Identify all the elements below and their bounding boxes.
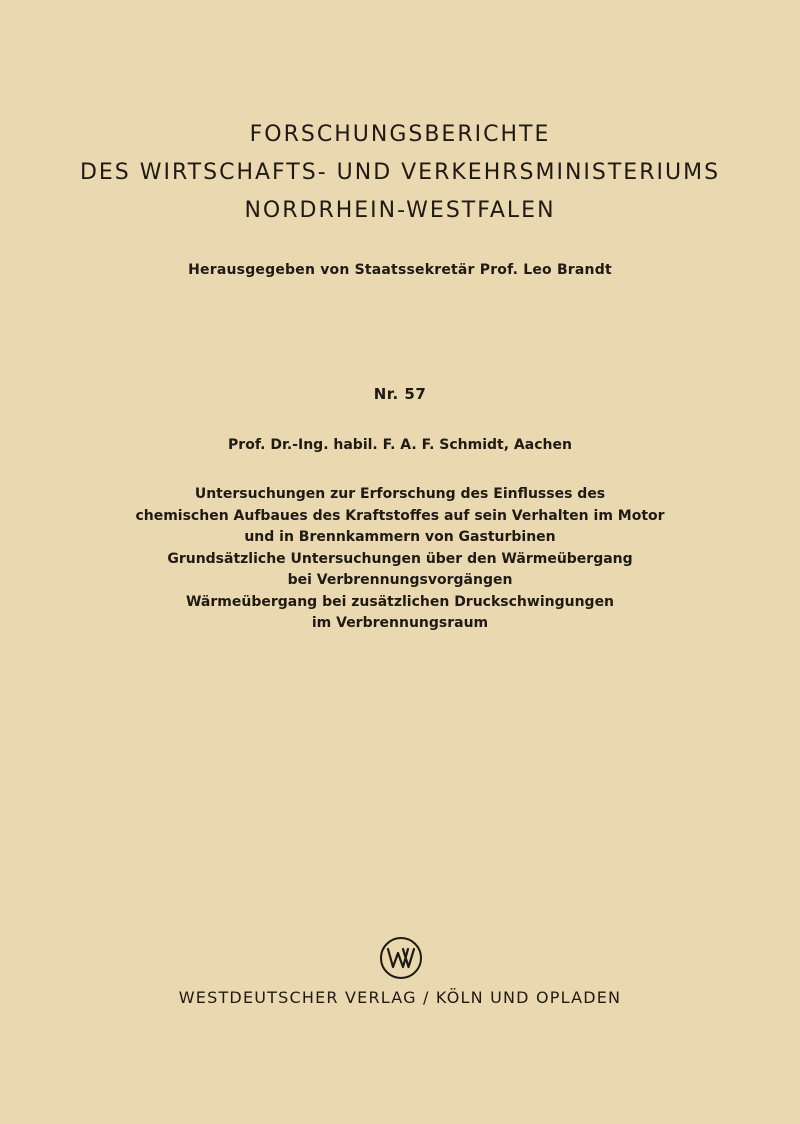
title-line: chemischen Aufbaues des Kraftstoffes auf sein Verhalten im Motor (135, 507, 665, 524)
title-line: Untersuchungen zur Erforschung des Einflusses des (194, 486, 606, 502)
title-line: und in Brennkammern von Gasturbinen (244, 529, 556, 545)
series-title-line-2: DES WIRTSCHAFTS- UND VERKEHRSMINISTERIUMS (79, 160, 721, 185)
work-titles (0, 484, 800, 635)
series-title-line-1: FORSCHUNGSBERICHTE (249, 122, 551, 147)
author-line: Prof. Dr.-Ing. habil. F. A. F. Schmidt, Aachen (228, 437, 572, 453)
series-title (0, 116, 800, 230)
title-line: im Verbrennungsraum (311, 615, 489, 631)
publisher-logo-icon (379, 936, 423, 980)
publisher-line: WESTDEUTSCHER VERLAG / KÖLN UND OPLADEN (178, 988, 622, 1007)
title-line: bei Verbrennungsvorgängen (287, 572, 513, 588)
volume-number: Nr. 57 (373, 385, 427, 403)
editor-line: Herausgegeben von Staatssekretär Prof. Leo Brandt (188, 262, 612, 278)
series-title-line-3: NORDRHEIN-WESTFALEN (244, 198, 556, 223)
title-line: Wärmeübergang bei zusätzlichen Druckschwingungen (185, 593, 615, 610)
title-line: Grundsätzliche Untersuchungen über den Wärmeübergang (167, 550, 633, 567)
